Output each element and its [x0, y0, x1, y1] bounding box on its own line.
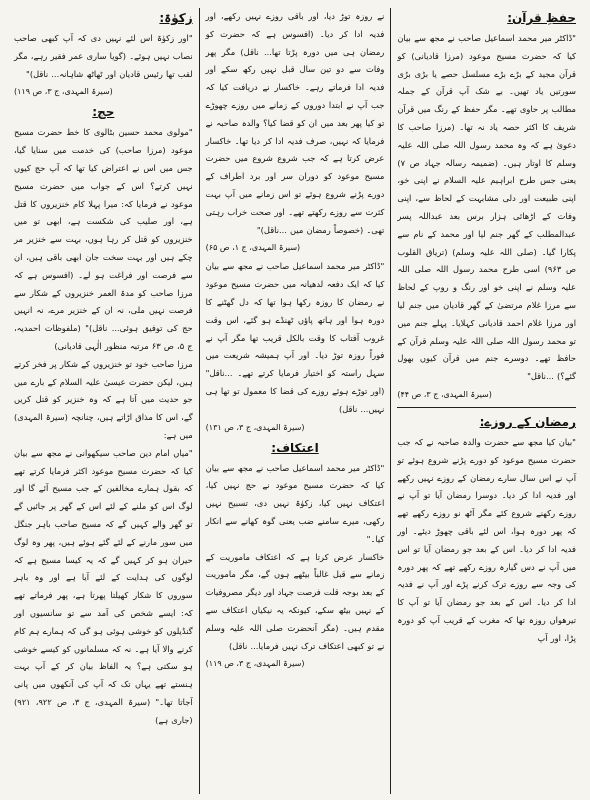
section-heading — [206, 438, 385, 458]
column-middle — [200, 8, 391, 794]
reference-citation: (سیرۃ المہدی، ج ۳، ص ۱۱۹) — [13, 87, 113, 97]
section-heading-text: حفظِ قرآن: — [507, 11, 576, 25]
paragraph: "ڈاکٹر میر محمد اسماعیل صاحب نے مجھ سے بیان کیا کہ حضرت مسیح موعود نے حج نہیں کیا، اعتکاف نہیں کیا، زکوٰۃ نہیں دی، تسبیح نہیں رکھی، میرے سامنے ضب یعنی گوہ کھانے سے انکار کیا۔" — [205, 462, 385, 544]
reference-citation: (سیرۃ المہدی، ج ۳، ص ۴۴) — [397, 389, 492, 399]
column-divider — [199, 8, 200, 794]
section-heading-text: اعتکاف: — [271, 440, 319, 455]
paragraph: "مولوی محمد حسین بٹالوی کا خط حضرت مسیح موعود (مرزا صاحب) کی خدمت میں سنایا گیا، جس میں اس نے اعتراض کیا تھا کہ آپ حج کیوں نہیں کرتے؟ اس کے جواب میں حضرت مسیح موعود نے فرمایا کہ: میرا پہلا کام خنزیروں کا قتل ہے، اور صلیب کی شکست ہے، ابھی تو میں خنزیروں کو قتل کر رہا ہوں، بہت سے خنزیر مر چکے ہیں اور بہت سخت جان ابھی باقی ہیں، ان سے فرصت اور فراغت ہو لے۔ (افسوس ہے کہ مرزا صاحب کو مدۃ العمر خنزیروں کے شکار سے فرصت نہیں ملی، نہ ان کے خنزیر مرے، نہ انہیں حج کی توفیق ہوئی... ناقل)" (ملفوظات احمدیہ، ج ۵، ص ۶۳ مرتبہ منظور الٰہی قادیانی) — [13, 127, 193, 351]
section-heading — [397, 412, 576, 432]
paragraph: مرزا صاحب خود تو خنزیروں کے شکار پر فخر کرتے ہیں، لیکن حضرت عیسیٰ علیہ السلام کے بارے میں جو حدیث میں آتا ہے کہ وہ خنزیر کو قتل کریں گے، اس کا مذاق اڑاتے ہیں، چنانچہ (سیرۃ المہدی) میں ہے: — [13, 358, 193, 440]
section-heading-text: زکوٰۃ: — [159, 11, 193, 25]
reference-citation: (سیرۃ المہدی، ج ۳، ص ۱۱۹) — [205, 659, 305, 669]
paragraph: "ڈاکٹر میر محمد اسماعیل صاحب نے مجھ سے بیان کیا کہ حضرت مسیح موعود (مرزا قادیانی) کو قرآن مجید کے بڑے بڑے مسلسل حصے یا بڑی بڑی سورتیں یاد تھیں۔ بے شک آپ قرآن کے جملہ مطالب پر حاوی تھے۔ مگر حفظ کے رنگ میں قرآن شریف کا اکثر حصہ یاد نہ تھا۔ (مرزا صاحب کا دعویٰ ہے کہ وہ محمد رسول اللہ صلی اللہ علیہ وسلم کا اوتار ہیں۔ (ضمیمہ رسالہ جہاد ص ۷) یعنی جس طرح ابراہیم علیہ السلام نے اپنی خو، اپنی طبیعت اور دلی مشابہت کے لحاظ سے، اپنی وفات کے اڑھائی ہزار برس بعد عبداللہ پسر عبدالمطلب کے گھر جنم لیا اور محمد کے نام سے پکارا گیا۔ (صلی اللہ علیہ وسلم) (تریاق القلوب ص ۹۶۳) اسی طرح محمد رسول اللہ صلی اللہ علیہ وسلم نے اپنی خو اور رنگ و روپ کے لحاظ سے مرزا غلام مرتضیٰ کے گھر قادیان میں جنم لیا اور مرزا غلام احمد قادیانی کہلایا۔ پہلے جنم میں تو محمد رسول اللہ صلی اللہ علیہ وسلم قرآن کے حافظ تھے۔ دوسرے جنم میں قرآن کیوں بھول گئے؟) ...ناقل" — [397, 33, 576, 382]
section-divider — [397, 407, 576, 408]
section-heading — [14, 8, 193, 28]
column-left — [8, 8, 199, 794]
paragraph: "بیان کیا مجھ سے حضرت والدہ صاحبہ نے کہ جب حضرت مسیح موعود کو دورے پڑنے شروع ہوئے تو آپ نے اس سال سارے رمضان کے روزے نہیں رکھے اور فدیہ ادا کر دیا۔ دوسرا رمضان آیا تو آپ نے روزے رکھنے شروع کئے مگر آٹھ نو روزے رکھے تھے کہ پھر دورہ ہوا، اس لئے باقی چھوڑ دیئے۔ اور فدیہ ادا کر دیا۔ اس کے بعد جو رمضان آیا تو اس میں آپ نے دس گیارہ روزے رکھے تھے کہ پھر دورہ کی وجہ سے روزے ترک کرنے پڑے اور آپ نے فدیہ ادا کر دیا۔ اس کے بعد جو رمضان آیا تو آپ کا تیرھواں روزہ تھا کہ مغرب کے قریب آپ کو دورہ پڑا، اور آپ — [397, 436, 576, 643]
paragraph: "میاں امام دین صاحب سیکھوانی نے مجھ سے بیان کیا کہ حضرت مسیح موعود اکثر فرمایا کرتے تھے کہ بقول ہمارے مخالفین کے جب مسیح آئے گا اور لوگ اس کو ملنے کے لئے اس کے گھر پر جائیں گے تو گھر والے کہیں گے کہ مسیح صاحب باہر جنگل میں سور مارنے کے لئے گئے ہوئے ہیں، پھر وہ لوگ حیران ہو کر کہیں گے کہ یہ کیسا مسیح ہے کہ لوگوں کی ہدایت کے لئے آیا ہے اور وہ باہر سوروں کا شکار کھیلتا پھرتا ہے، پھر فرماتے تھے کہ: ایسے شخص کی آمد سے تو سانسیوں اور گنڈیلوں کو خوشی ہوئی ہو گی کہ ہمارے ہم کام کرنے والا آیا ہے۔ نہ کہ مسلمانوں کو کیسے خوشی ہو سکتی ہے؟ یہ الفاظ بیان کر کے آپ بہت ہنستے تھے یہاں تک کہ آپ کی آنکھوں میں پانی آجاتا تھا۔" (سیرۃ المہدی، ج ۳، ص ۹۲۲، ۹۲۱) (جاری ہے) — [13, 447, 193, 725]
paragraph: "ڈاکٹر میر محمد اسماعیل صاحب نے مجھ سے بیان کیا کہ ایک دفعہ لدھیانہ میں حضرت مسیح موعود نے رمضان کا روزہ رکھا ہوا تھا کہ دل گھٹنے کا دورہ ہوا اور ہاتھ پاؤں ٹھنڈے ہو گئے، اس وقت غروب آفتاب کا وقت بالکل قریب تھا مگر آپ نے فوراً روزہ توڑ دیا۔ اور آپ ہمیشہ شریعت میں سہل راستہ کو اختیار فرمایا کرتے تھے۔ ...ناقل" (اور توڑے ہوئے روزے کی قضا کا معمول تو تھا ہی نہیں... ناقل) — [205, 261, 385, 414]
column-right — [391, 8, 582, 794]
paragraph: "اور زکوٰۃ اس لئے نہیں دی کہ آپ کبھی صاحب نصاب نہیں ہوئے۔ (گویا ساری عمر فقیر رہے، مگر لقب تھا رئیس قادیان اور ٹھاٹھ شاہانہ... ناقل)" — [13, 33, 193, 79]
section-heading — [14, 102, 193, 122]
column-divider — [390, 8, 391, 794]
section-heading-text: رمضان کے روزے: — [479, 414, 576, 429]
section-heading-text: حج: — [92, 105, 115, 120]
section-heading — [397, 8, 576, 28]
paragraph: نے روزہ توڑ دیا، اور باقی روزے نہیں رکھے، اور فدیہ ادا کر دیا۔ (افسوس ہے کہ حضرت کو رمضان ہی میں دورہ پڑتا تھا... ناقل) مگر پھر وفات سے دو تین سال قبل نہیں رکھ سکے اور فدیہ ادا فرماتے رہے۔ خاکسار نے دریافت کیا کہ جب آپ نے ابتدا دوروں کے زمانے میں روزے چھوڑے تو کیا پھر بعد میں ان کو قضا کیا؟ والدہ صاحبہ نے فرمایا کہ نہیں، صرف فدیہ ادا کر دیا تھا۔ خاکسار عرض کرتا ہے کہ جب شروع شروع میں حضرت مسیح موعود کو دوران سر اور برد اطراف کے دورے پڑنے شروع ہوئے تو اس زمانے میں آپ بہت کثرت سے روزے رکھتے تھے۔ اور صحت خراب رہتی تھی۔ (خصوصاً رمضان میں ...ناقل)" — [205, 11, 385, 235]
paragraph: خاکسار عرض کرتا ہے کہ اعتکاف ماموریت کے زمانے سے قبل غالباً بیٹھے ہوں گے، مگر ماموریت کے بعد بوجہ قلت فرصت جہاد اور دیگر مصروفیات کے نہیں بیٹھ سکے، کیونکہ یہ نیکیاں اعتکاف سے مقدم ہیں۔ (مگر آنحضرت صلی اللہ علیہ وسلم نے تو کبھی اعتکاف ترک نہیں فرمایا... ناقل) — [205, 551, 385, 651]
reference-citation: (سیرۃ المہدی، ج ۳، ص ۱۳۱) — [205, 422, 305, 432]
reference-citation: (سیرۃ المہدی، ج ۱، ص ۶۵) — [205, 243, 301, 253]
